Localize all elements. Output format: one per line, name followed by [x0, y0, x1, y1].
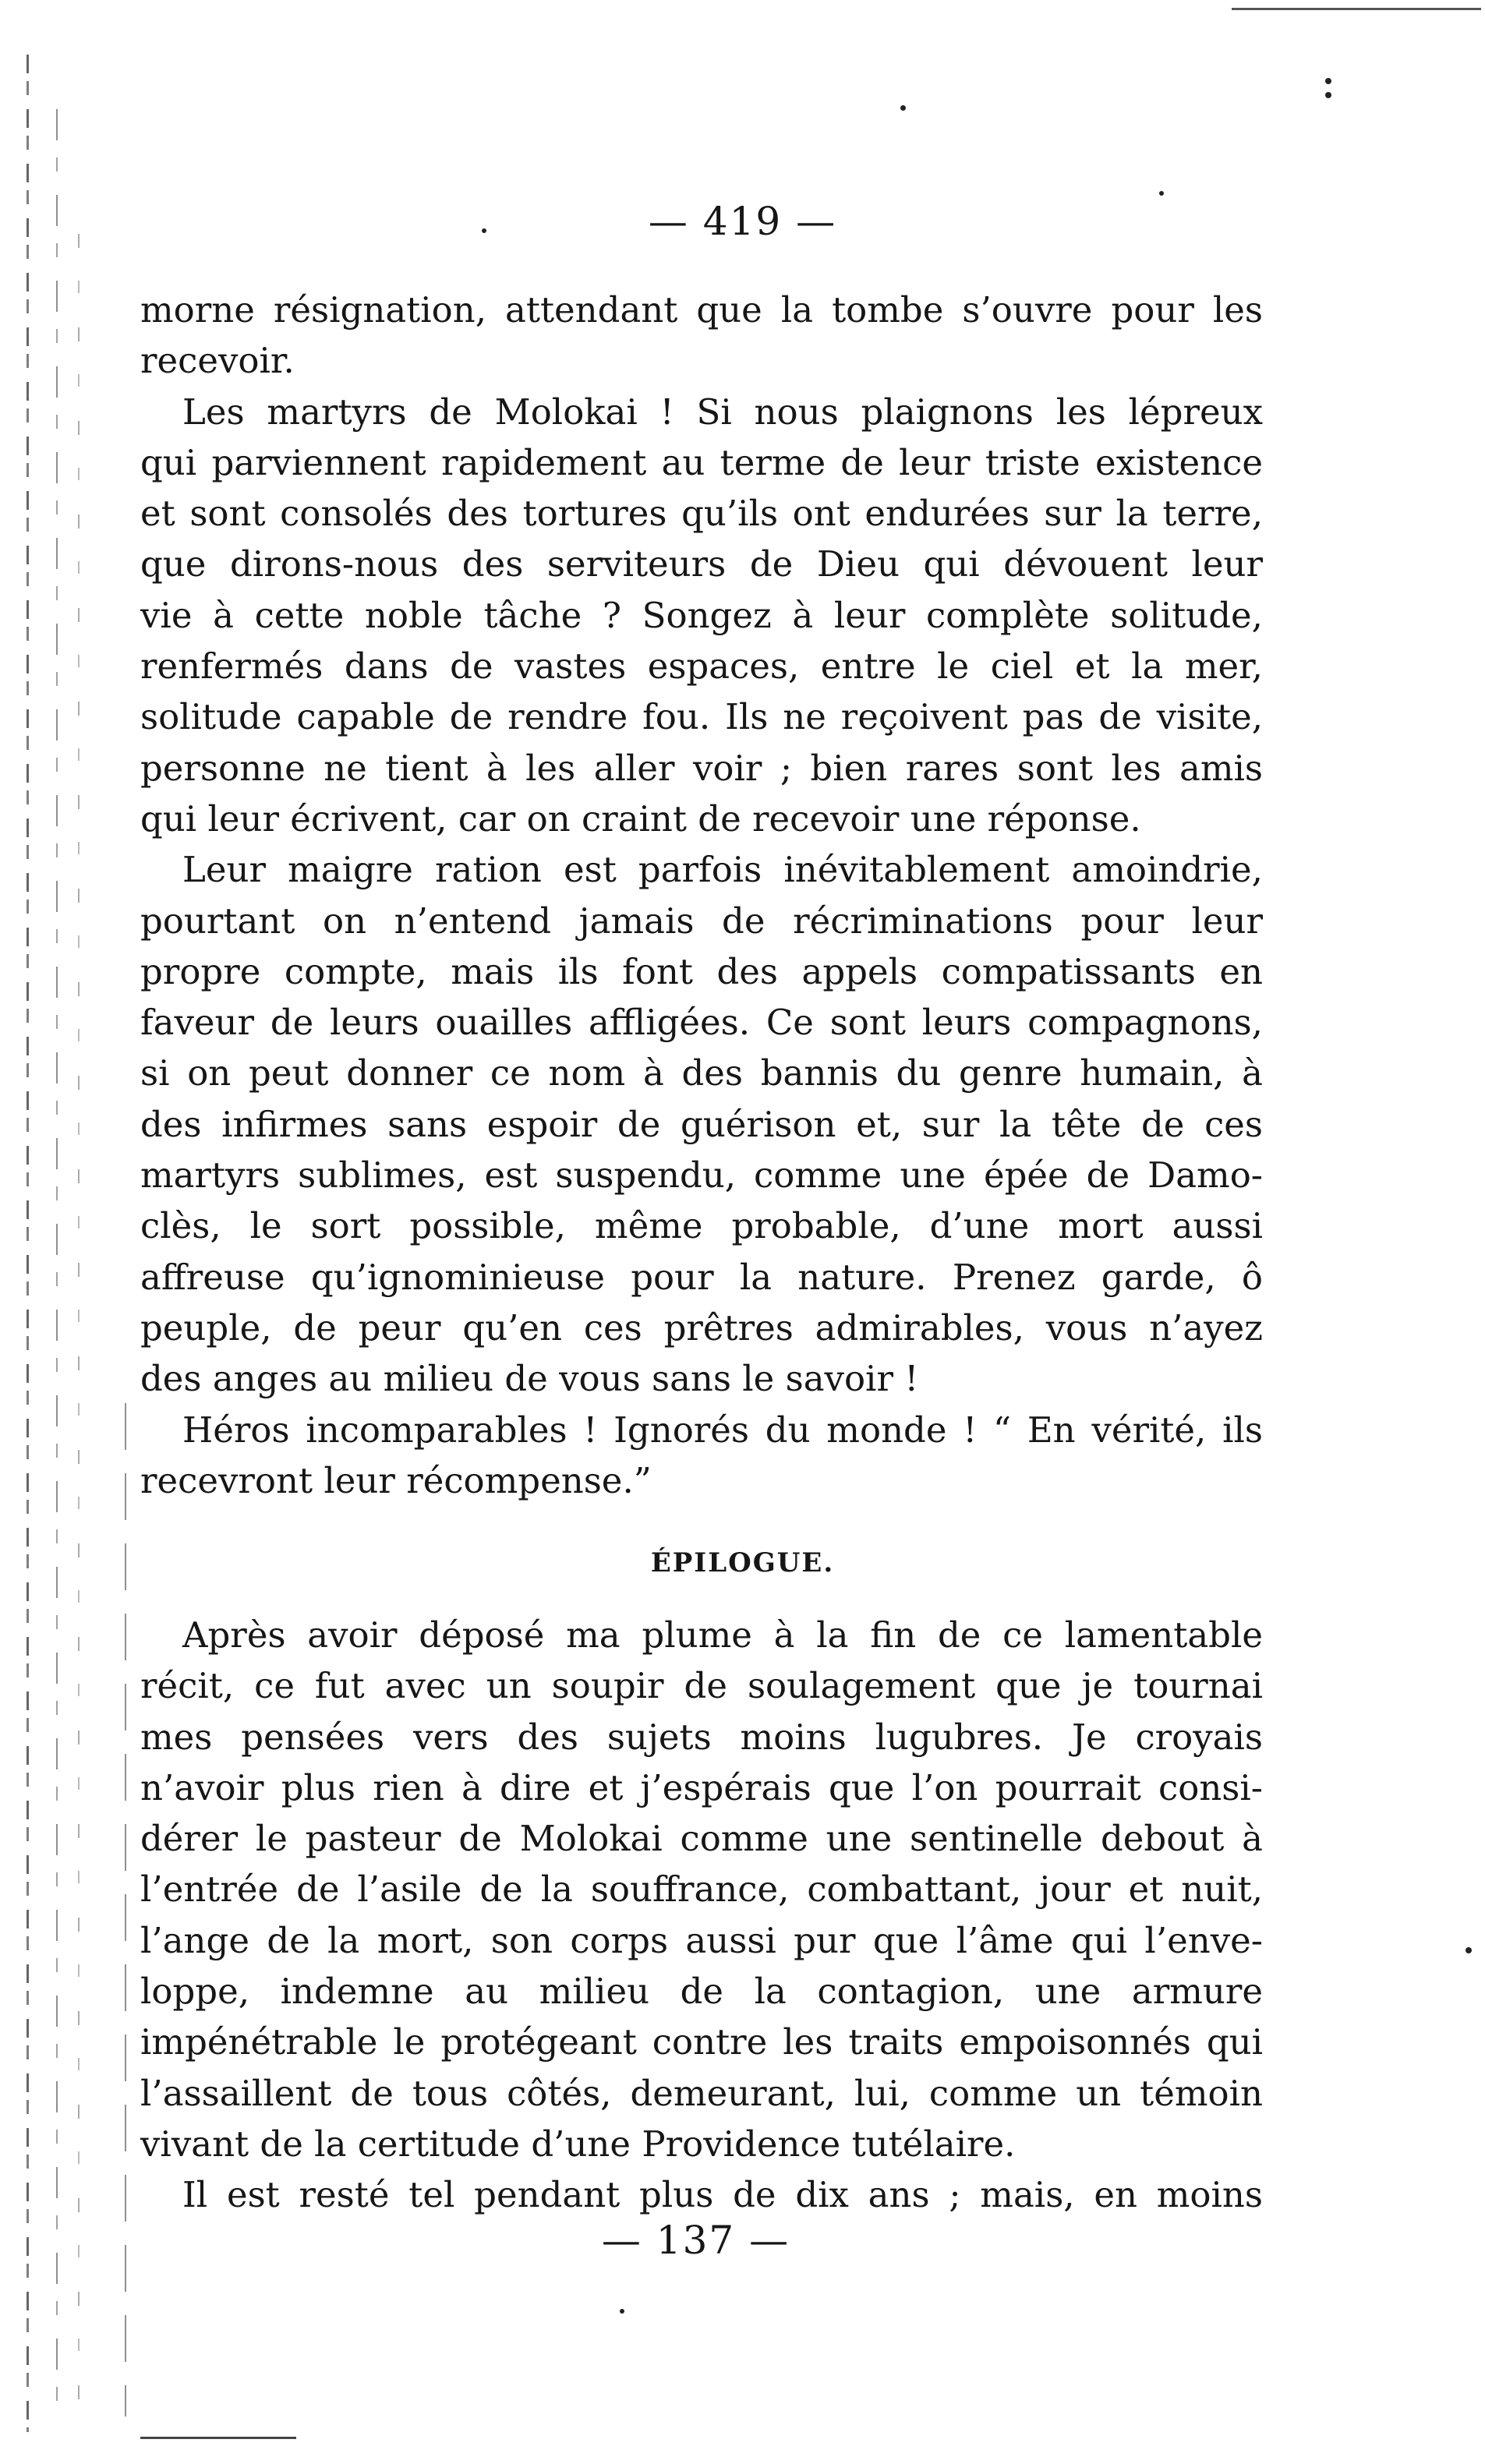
- text-line: vie à cette noble tâche ? Songez à leur complète solitude,: [140, 594, 1263, 636]
- text-line: qui parviennent rapidement au terme de leur triste existence: [140, 441, 1263, 483]
- ink-speck: [1159, 191, 1164, 196]
- text-line: Après avoir déposé ma plume à la fin de ce lamentable: [182, 1614, 1263, 1656]
- page-footer-number: — 137 —: [601, 2218, 790, 2263]
- ink-speck: [1325, 78, 1331, 84]
- text-line: des infirmes sans espoir de guérison et, sur la tête de ces: [140, 1103, 1263, 1145]
- text-line: qui leur écrivent, car on craint de recevoir une réponse.: [140, 797, 1141, 840]
- text-line: peuple, de peur qu’en ces prêtres admirables, vous n’ayez: [140, 1306, 1263, 1349]
- text-line: vivant de la certitude d’une Providence tutélaire.: [140, 2123, 1016, 2165]
- body-text-block: [140, 1610, 1263, 2221]
- text-line: si on peut donner ce nom à des bannis du genre humain, à: [140, 1052, 1263, 1094]
- text-line: faveur de leurs ouailles affligées. Ce sont leurs compagnons,: [140, 1002, 1263, 1044]
- text-line: propre compte, mais ils font des appels compatissants en: [140, 950, 1263, 992]
- text-line: recevoir.: [140, 340, 295, 382]
- ink-speck: [620, 2309, 624, 2314]
- text-line: des anges au milieu de vous sans le savoir !: [140, 1358, 919, 1400]
- text-line: martyrs sublimes, est suspendu, comme une épée de Damo-: [140, 1154, 1263, 1197]
- text-line: récit, ce fut avec un soupir de soulagement que je tournai: [140, 1665, 1263, 1707]
- binding-edge-mark: [56, 109, 58, 2416]
- text-line: solitude capable de rendre fou. Ils ne reçoivent pas de visite,: [140, 696, 1263, 738]
- text-line: pourtant on n’entend jamais de récriminations pour leur: [140, 900, 1263, 942]
- text-line: n’avoir plus rien à dire et j’espérais que l’on pourrait consi-: [140, 1766, 1263, 1808]
- text-line: recevront leur récompense.”: [140, 1459, 652, 1501]
- text-line: et sont consolés des tortures qu’ils ont endurées sur la terre,: [140, 493, 1263, 535]
- text-line: Les martyrs de Molokai ! Si nous plaignons les lépreux: [182, 391, 1263, 433]
- binding-edge-mark: [78, 234, 80, 2416]
- text-line: dérer le pasteur de Molokai comme une sentinelle debout à: [140, 1818, 1263, 1860]
- text-line: loppe, indemne au milieu de la contagion, une armure: [140, 1971, 1263, 2013]
- body-text-block: [140, 285, 1263, 1506]
- text-line: que dirons-nous des serviteurs de Dieu qui dévouent leur: [140, 543, 1263, 585]
- text-line: l’entrée de l’asile de la souffrance, combattant, jour et nuit,: [140, 1868, 1263, 1911]
- text-line: mes pensées vers des sujets moins lugubres. Je croyais: [140, 1716, 1263, 1758]
- text-line: affreuse qu’ignominieuse pour la nature. Prenez garde, ô: [140, 1256, 1263, 1298]
- ink-speck: [1466, 1947, 1472, 1953]
- scan-rule-bottom: [140, 2437, 296, 2439]
- section-heading: ÉPILOGUE.: [650, 1547, 835, 1578]
- text-line: l’ange de la mort, son corps aussi pur que l’âme qui l’enve-: [140, 1919, 1263, 1961]
- ink-speck: [900, 105, 906, 111]
- text-line: personne ne tient à les aller voir ; bien rares sont les amis: [140, 747, 1263, 789]
- text-line: Héros incomparables ! Ignorés du monde ! “ En vérité, ils: [182, 1409, 1263, 1451]
- text-line: Leur maigre ration est parfois inévitablement amoindrie,: [182, 849, 1263, 891]
- text-line: l’assaillent de tous côtés, demeurant, lui, comme un témoin: [140, 2072, 1263, 2114]
- ink-speck: [1325, 92, 1331, 98]
- text-line: impénétrable le protégeant contre les traits empoisonnés qui: [140, 2021, 1263, 2063]
- text-line: clès, le sort possible, même probable, d’une mort aussi: [140, 1205, 1263, 1247]
- text-line: morne résignation, attendant que la tombe s’ouvre pour les: [140, 289, 1263, 331]
- text-line: Il est resté tel pendant plus de dix ans ; mais, en moins: [182, 2174, 1263, 2216]
- page-header-number: — 419 —: [648, 199, 837, 244]
- text-line: renfermés dans de vastes espaces, entre le ciel et la mer,: [140, 645, 1263, 688]
- binding-edge-mark: [27, 55, 29, 2432]
- scan-rule-top: [1232, 8, 1481, 10]
